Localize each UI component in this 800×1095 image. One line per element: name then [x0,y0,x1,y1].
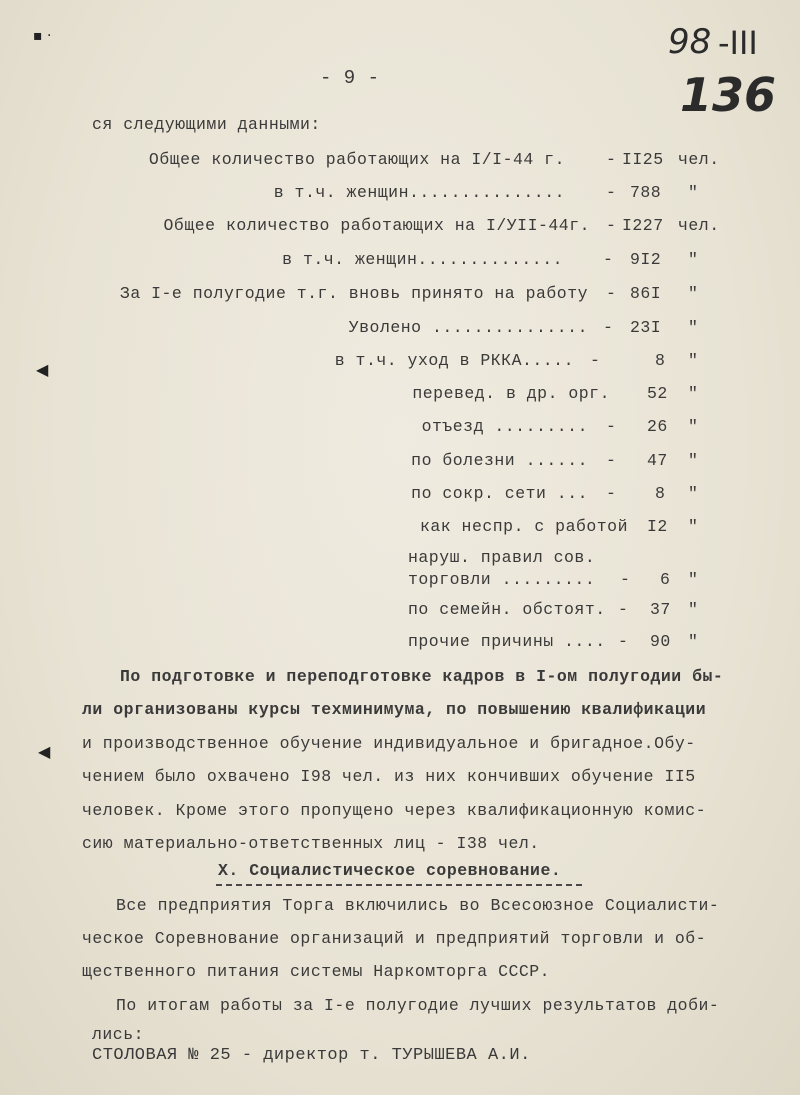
stat-unit: чел. [678,216,720,235]
paragraph-line: щественного питания системы Наркомторга СССР. [82,962,551,981]
handwritten-number-bottom: 136 [680,68,777,122]
paragraph-line: лись: [92,1025,145,1044]
stat-dash: - [618,600,629,619]
stat-value: 788 [630,183,662,202]
heading-underline [216,884,582,886]
stat-dash: - [606,417,617,436]
paragraph-line: ческое Соревнование организаций и предприятий торговли и об- [82,929,707,948]
stat-label: отъезд ......... [421,417,588,436]
stat-unit: " [688,484,699,503]
paragraph-line: По итогам работы за I-е полугодие лучших результатов доби- [116,996,720,1015]
stat-value: 47 [647,451,668,470]
stat-unit: " [688,351,699,370]
stat-dash: - [603,250,614,269]
stat-label: в т.ч. уход в РККА..... [334,351,574,370]
stat-dash: - [590,351,601,370]
stat-dash: - [606,484,617,503]
stat-label: по сокр. сети ... [411,484,588,503]
stat-label: по семейн. обстоят. [408,600,606,619]
stat-value: II25 [622,150,664,169]
stat-unit: " [688,600,699,619]
stat-value: 86I [630,284,662,303]
stat-value: 90 [650,632,671,651]
stat-value: 6 [660,570,671,589]
handwritten-mark-top: -III [718,24,758,62]
hole-punch-mark: ▪ · [33,28,52,44]
stat-value: 52 [647,384,668,403]
paragraph-line: По подготовке и переподготовке кадров в I-ом полугодии бы- [120,667,724,686]
stat-unit: " [688,517,699,536]
stat-value: 26 [647,417,668,436]
paragraph-line: Все предприятия Торга включились во Всесоюзное Социалисти- [116,896,720,915]
stat-unit: " [688,318,699,337]
stat-label: За I-е полугодие т.г. вновь принято на работу [119,284,588,303]
intro-line: ся следующими данными: [92,115,321,134]
stat-value: 9I2 [630,250,662,269]
stat-label: в т.ч. женщин............... [273,183,565,202]
stat-label: торговли ......... [408,570,596,589]
paragraph-line: сию материально-ответственных лиц - I38 чел. [82,834,540,853]
stat-value: I227 [622,216,664,235]
stat-dash: - [606,284,617,303]
stat-unit: " [688,250,699,269]
page-number: - 9 - [320,67,380,89]
hole-punch-mark: ◀ [38,742,51,761]
stat-dash: - [620,570,631,589]
handwritten-number-top: 98 [668,22,712,62]
stat-unit: " [688,183,699,202]
stat-value: 8 [655,484,666,503]
stat-value: 23I [630,318,662,337]
stat-label: как неспр. с работой [419,517,628,536]
stat-unit: " [688,417,699,436]
stat-label: Общее количество работающих на I/УII-44г. [163,216,590,235]
stat-dash: - [606,183,617,202]
stat-label: наруш. правил сов. [408,548,596,567]
stat-unit: " [688,451,699,470]
stat-label: в т.ч. женщин.............. [282,250,563,269]
stat-unit: " [688,632,699,651]
paragraph-line: чением было охвачено I98 чел. из них кончивших обучение II5 [82,767,696,786]
stat-label: Уволено ............... [348,318,588,337]
stat-label: по болезни ...... [411,451,588,470]
stat-unit: " [688,570,699,589]
stat-dash: - [618,632,629,651]
stat-dash: - [606,150,617,169]
paragraph-line: и производственное обучение индивидуальное и бригадное.Обу- [82,734,696,753]
paragraph-line: человек. Кроме этого пропущено через квалификационную комис- [82,801,707,820]
stat-unit: " [688,384,699,403]
stat-label: перевед. в др. орг. [412,384,610,403]
stat-dash: - [603,318,614,337]
stat-value: 37 [650,600,671,619]
stat-unit: " [688,284,699,303]
stat-label: Общее количество работающих на I/I-44 г. [148,150,565,169]
stat-dash: - [606,216,617,235]
stat-label: прочие причины .... [408,632,606,651]
stat-value: I2 [647,517,668,536]
stat-unit: чел. [678,150,720,169]
paragraph-line: ли организованы курсы техминимума, по повышению квалификации [82,700,707,719]
section-heading: X. Социалистическое соревнование. [218,861,562,880]
stat-value: 8 [655,351,666,370]
hole-punch-mark: ◀ [36,360,49,379]
stat-dash: - [606,451,617,470]
canteen-line: СТОЛОВАЯ № 25 - директор т. ТУРЫШЕВА А.И. [92,1046,531,1065]
